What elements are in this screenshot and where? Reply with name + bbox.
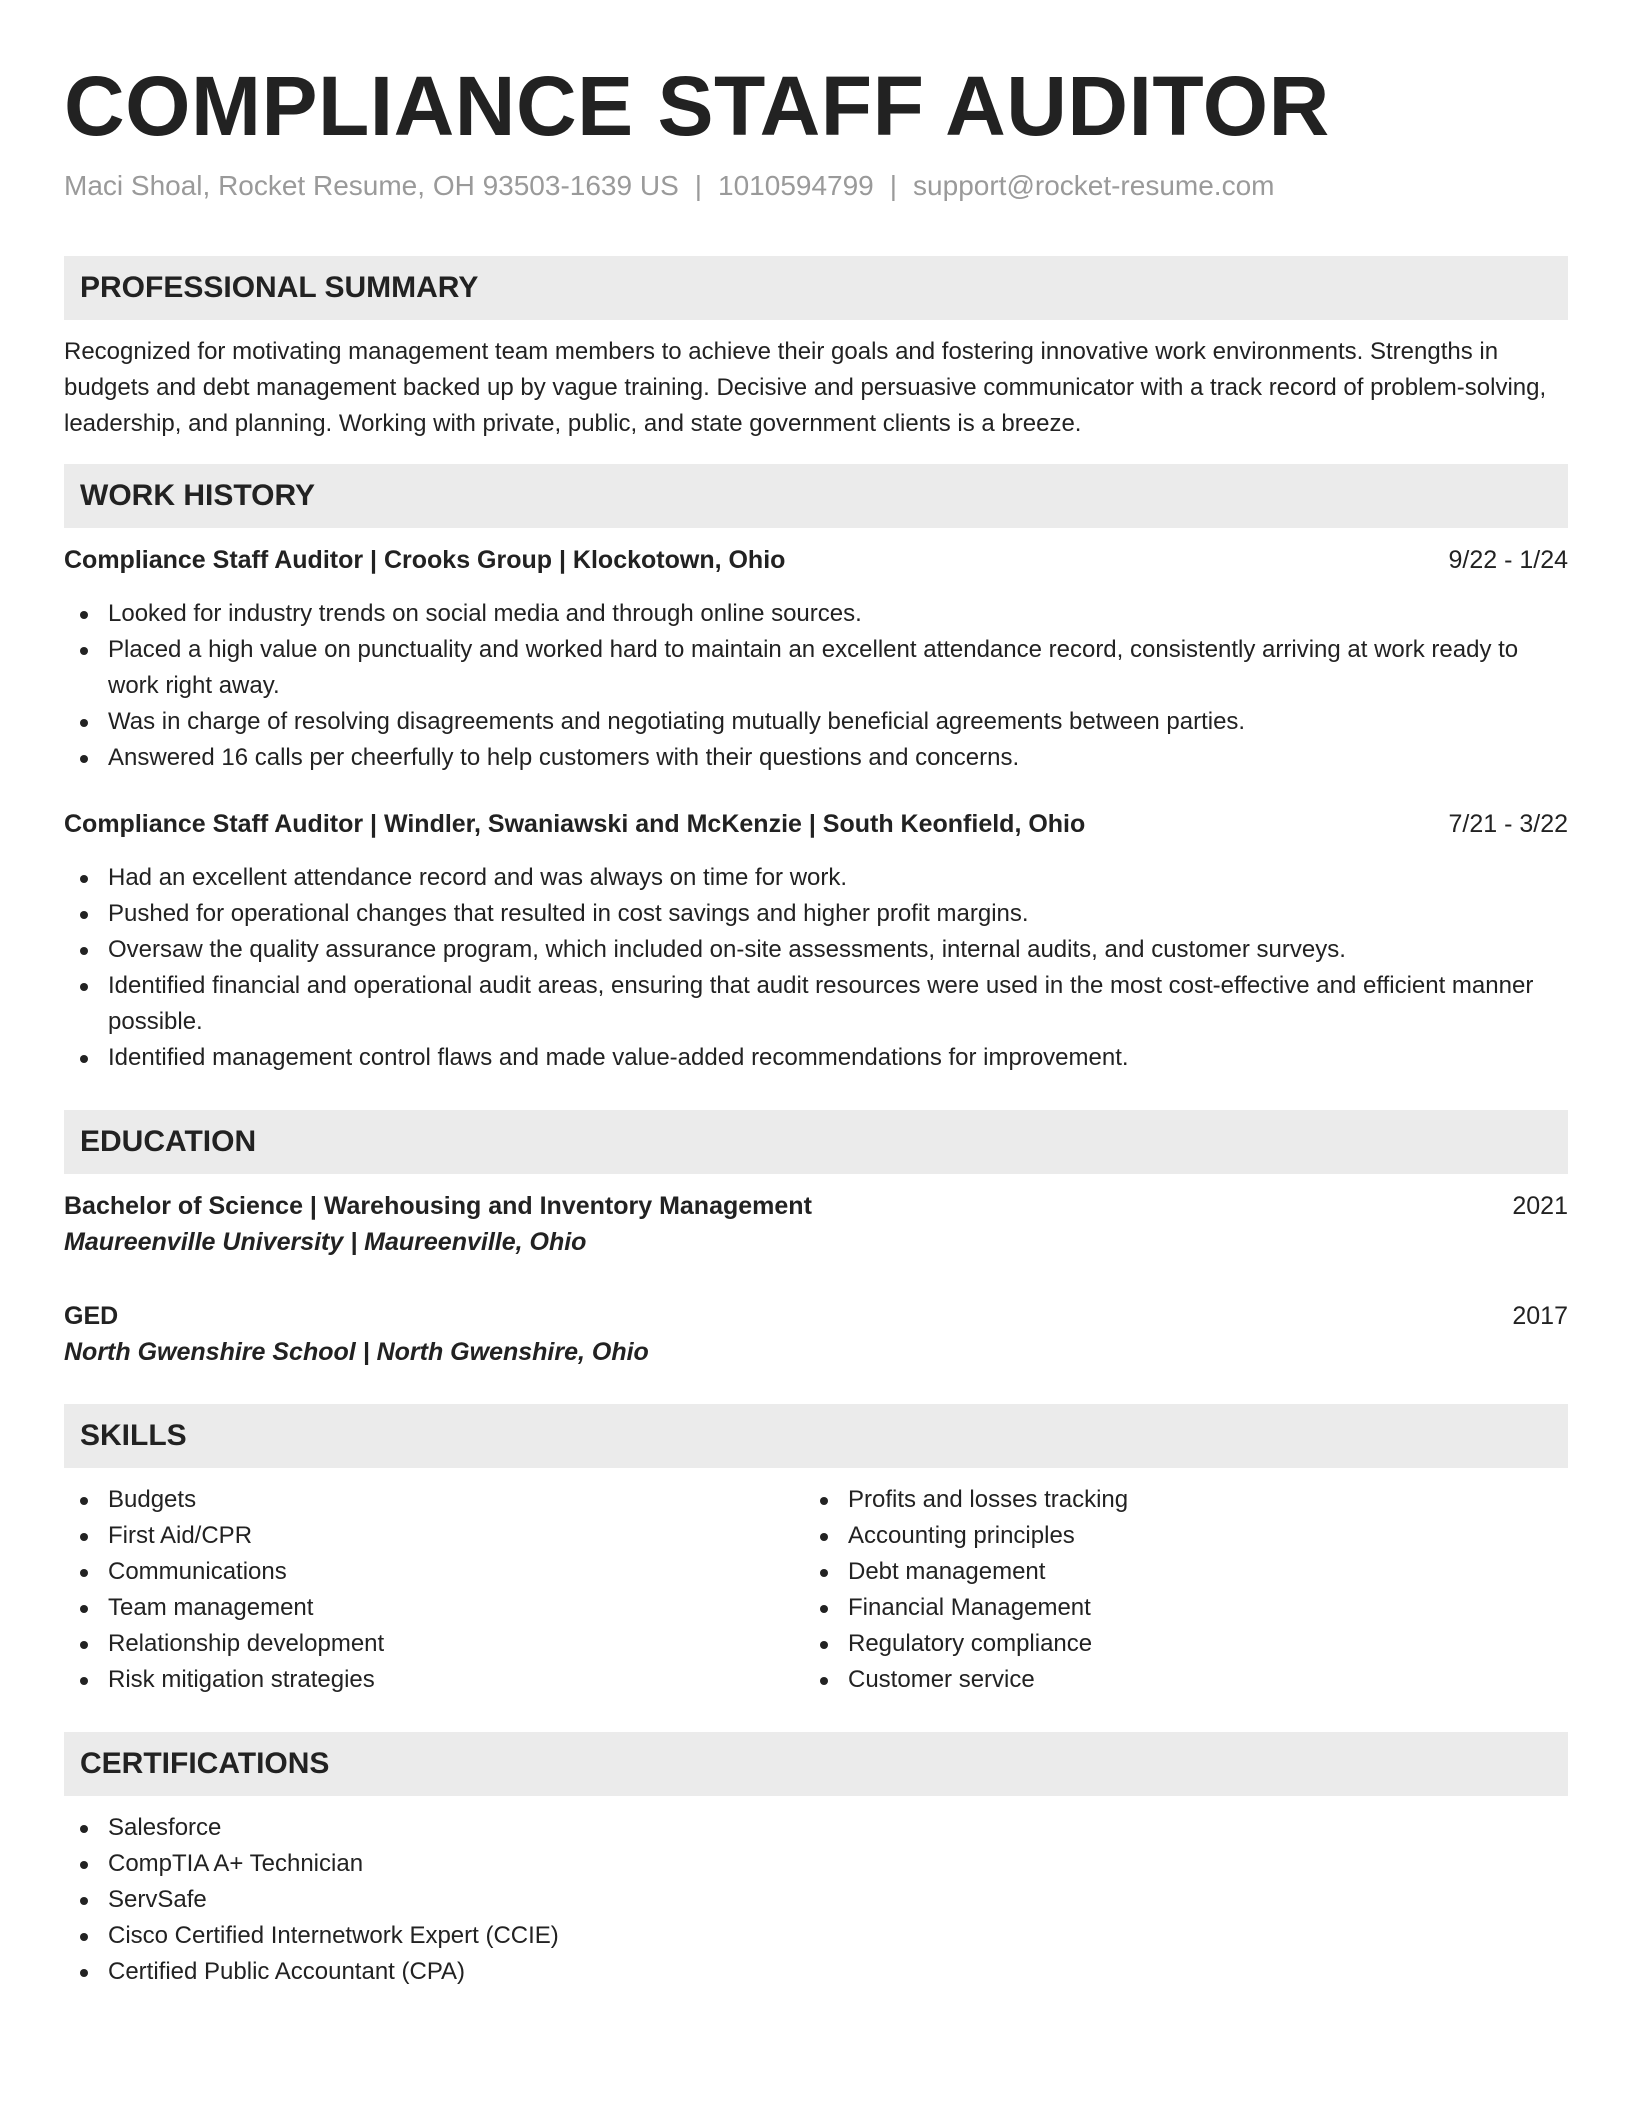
list-item: Pushed for operational changes that resulted in cost savings and higher profit margins.	[64, 896, 1568, 932]
list-item: Oversaw the quality assurance program, which included on-site assessments, internal audits, and customer surveys.	[64, 932, 1568, 968]
skills-list-right	[804, 1482, 1544, 1698]
certifications-list	[64, 1810, 1568, 1990]
education-school: Maureenville University | Maureenville, Ohio	[64, 1228, 587, 1256]
list-item: Answered 16 calls per cheerfully to help customers with their questions and concerns.	[64, 740, 1568, 776]
education-school: North Gwenshire School | North Gwenshire, Ohio	[64, 1338, 649, 1366]
education-year: 2021	[1512, 1192, 1568, 1220]
job-title: Compliance Staff Auditor | Windler, Swaniawski and McKenzie | South Keonfield, Ohio	[64, 810, 1086, 838]
contact-line	[64, 168, 1568, 204]
job-bullets	[64, 860, 1568, 1076]
contact-address: Maci Shoal, Rocket Resume, OH 93503-1639 US	[64, 170, 679, 201]
education-year: 2017	[1512, 1302, 1568, 1330]
contact-separator: |	[889, 170, 898, 201]
certification-item: Salesforce	[64, 1810, 1568, 1846]
contact-email: support@rocket-resume.com	[913, 170, 1275, 201]
summary-text: Recognized for motivating management team members to achieve their goals and fostering innovative work environments. Strengths in budgets and debt management backed up by vague training. Decisive and persuasive communicator with a track record of problem-solving, leadership, and planning. Working with private, public, and state government clients is a breeze.	[64, 338, 1547, 437]
skill-item: Financial Management	[804, 1590, 1544, 1626]
skill-item: Profits and losses tracking	[804, 1482, 1544, 1518]
list-item: Was in charge of resolving disagreements and negotiating mutually beneficial agreements between parties.	[64, 704, 1568, 740]
contact-separator: |	[694, 170, 703, 201]
section-header-summary: PROFESSIONAL SUMMARY	[64, 256, 1568, 320]
skill-item: Customer service	[804, 1662, 1544, 1698]
job-bullets	[64, 596, 1568, 776]
certification-item: ServSafe	[64, 1882, 1568, 1918]
education-degree: GED	[64, 1302, 119, 1330]
list-item: Identified financial and operational audit areas, ensuring that audit resources were used in the most cost-effective and efficient manner possible.	[64, 968, 1568, 1040]
list-item: Looked for industry trends on social media and through online sources.	[64, 596, 1568, 632]
skills-list-left	[64, 1482, 804, 1698]
section-header-skills: SKILLS	[64, 1404, 1568, 1468]
resume-page	[64, 56, 1568, 1990]
job-dates: 9/22 - 1/24	[1448, 546, 1568, 574]
list-item: Identified management control flaws and made value-added recommendations for improvement.	[64, 1040, 1568, 1076]
education-header	[64, 1188, 1568, 1224]
section-header-certifications: CERTIFICATIONS	[64, 1732, 1568, 1796]
job-title: Compliance Staff Auditor | Crooks Group | Klockotown, Ohio	[64, 546, 786, 574]
certification-item: Certified Public Accountant (CPA)	[64, 1954, 1568, 1990]
skill-item: Accounting principles	[804, 1518, 1544, 1554]
skill-item: Risk mitigation strategies	[64, 1662, 804, 1698]
skill-item: Team management	[64, 1590, 804, 1626]
skill-item: Relationship development	[64, 1626, 804, 1662]
section-header-education: EDUCATION	[64, 1110, 1568, 1174]
certification-item: Cisco Certified Internetwork Expert (CCIE)	[64, 1918, 1568, 1954]
skill-item: Budgets	[64, 1482, 804, 1518]
education-entry	[64, 1298, 1568, 1370]
job-header	[64, 542, 1568, 578]
job-header	[64, 806, 1568, 842]
job-entry	[64, 542, 1568, 776]
education-degree: Bachelor of Science | Warehousing and Inventory Management	[64, 1192, 812, 1220]
skill-item: Regulatory compliance	[804, 1626, 1544, 1662]
list-item: Placed a high value on punctuality and worked hard to maintain an excellent attendance record, consistently arriving at work ready to work right away.	[64, 632, 1568, 704]
education-entry	[64, 1188, 1568, 1260]
skill-item: Communications	[64, 1554, 804, 1590]
job-entry	[64, 806, 1568, 1076]
certification-item: CompTIA A+ Technician	[64, 1846, 1568, 1882]
list-item: Had an excellent attendance record and was always on time for work.	[64, 860, 1568, 896]
education-header	[64, 1298, 1568, 1334]
section-header-work-history: WORK HISTORY	[64, 464, 1568, 528]
job-dates: 7/21 - 3/22	[1448, 810, 1568, 838]
skill-item: First Aid/CPR	[64, 1518, 804, 1554]
contact-phone: 1010594799	[718, 170, 874, 201]
skill-item: Debt management	[804, 1554, 1544, 1590]
skills-grid	[64, 1482, 1568, 1698]
resume-title: COMPLIANCE STAFF AUDITOR	[64, 59, 1330, 153]
